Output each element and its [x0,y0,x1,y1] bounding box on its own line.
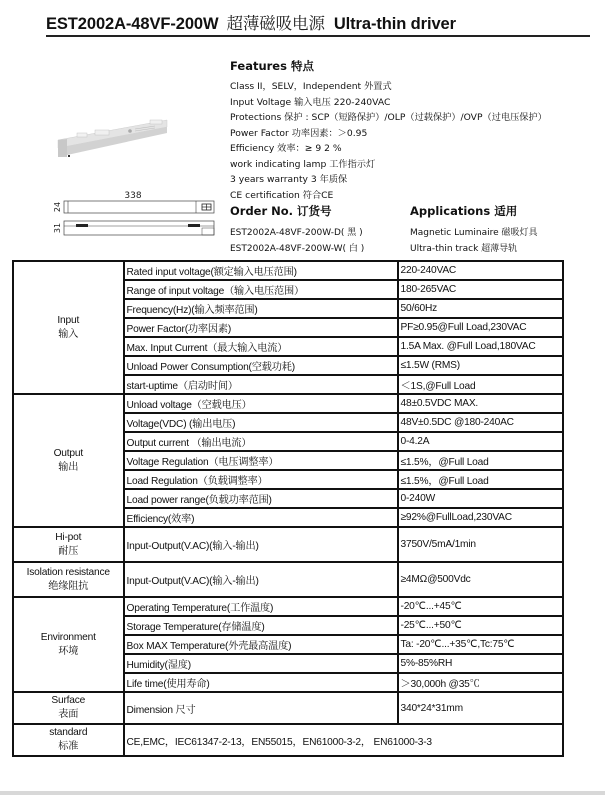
value-cell: -25℃...+50℃ [398,616,563,635]
value-cell: 1.5A Max. @Full Load,180VAC [398,337,563,356]
param-cell: Voltage Regulation（电压调整率） [124,451,398,470]
group-label-cn: 表面 [58,709,79,720]
title-en: Ultra-thin driver [333,15,456,33]
feature-item: Class II，SELV，Independent 外置式 [230,81,392,92]
group-label-cn: 标准 [58,741,79,752]
features-heading: Features 特点 [230,59,314,73]
param-cell: Operating Temperature(工作温度) [124,597,398,616]
group-environment [13,597,124,692]
applications-section [410,203,538,257]
feature-item: Protections 保护 : SCP（短路保护）/OLP（过载保护）/OVP（过电压保护） [230,112,547,123]
applications-heading: Applications 适用 [410,204,518,218]
param-cell: Humidity(湿度) [124,654,398,673]
value-cell: 48V±0.5DC @180-240AC [398,413,563,432]
param-cell: Input-Output(V.AC)(输入-输出) [124,527,398,562]
param-cell: Frequency(Hz)(输入频率范围) [124,299,398,318]
group-label-cn: 输入 [58,328,79,340]
page-bottom-edge [0,791,605,795]
param-cell: Unload voltage（空载电压） [124,394,398,413]
application-item: Ultra-thin track 超薄导轨 [410,244,518,254]
value-cell: 50/60Hz [398,299,563,318]
value-cell: ≤1.5W (RMS) [398,356,563,375]
value-cell: 0-4.2A [398,432,563,451]
group-label-en: Hi-pot [55,531,82,543]
value-cell: -20℃...+45℃ [398,597,563,616]
dimension-length-label: 338 [124,191,142,201]
title-cn: 超薄磁吸电源 [226,15,325,33]
group-label-cn: 输出 [58,461,79,473]
order-heading: Order No. 订货号 [230,204,332,218]
value-cell: 48±0.5VDC MAX. [398,394,563,413]
param-cell: Box MAX Temperature(外壳最高温度) [124,635,398,654]
value-cell: 3750V/5mA/1min [398,527,563,562]
value-cell: ＞30,000h @35℃ [398,673,563,692]
group-label-cn: 耐压 [58,545,79,557]
dimension-drawing [48,188,218,246]
group-label-en: Surface [51,695,86,706]
feature-item: work indicating lamp 工作指示灯 [230,158,376,170]
group-label-en: standard [49,727,88,738]
value-cell: 180-265VAC [398,280,563,299]
spec-table [12,260,564,757]
param-cell: Efficiency(效率) [124,508,398,527]
feature-item: Input Voltage 输入电压 220-240VAC [230,96,391,108]
group-label-en: Environment [40,631,96,643]
page-title [46,10,456,34]
title-divider [46,35,590,37]
param-cell: start-uptime（启动时间） [124,375,398,394]
table-row [13,597,563,616]
value-cell: Ta: -20℃...+35℃,Tc:75℃ [398,635,563,654]
value-cell: ≤1.5%，@Full Load [398,451,563,470]
value-cell: 340*24*31mm [398,692,563,724]
group-isolation [13,562,124,597]
standard-value-cell: CE,EMC，IEC61347-2-13，EN55015，EN61000-3-2， EN61000-3-3 [124,724,563,756]
param-cell: Rated input voltage(额定输入电压范围) [124,261,398,280]
param-cell: Unload Power Consumption(空载功耗) [124,356,398,375]
feature-item: 3 years warranty 3 年质保 [230,174,348,185]
table-row [13,394,563,413]
feature-item: CE certification 符合CE [230,189,334,201]
table-row [13,692,563,724]
group-standard [13,724,124,756]
param-cell: Range of input voltage（输入电压范围） [124,280,398,299]
group-label-cn: 绝缘阻抗 [48,580,89,592]
order-section [230,203,364,257]
table-row [13,562,563,597]
param-cell: Max. Input Current（最大输入电流） [124,337,398,356]
param-cell: Life time(使用寿命) [124,673,398,692]
group-label-en: Output [53,447,83,459]
table-row [13,527,563,562]
order-item: EST2002A-48VF-200W-D( 黑 ) [230,228,363,238]
value-cell: 5%-85%RH [398,654,563,673]
param-cell: Voltage(VDC) (输出电压) [124,413,398,432]
group-output [13,394,124,527]
value-cell: 220-240VAC [398,261,563,280]
value-cell: ≤1.5%，@Full Load [398,470,563,489]
order-item: EST2002A-48VF-200W-W( 白 ) [230,244,365,254]
application-item: Magnetic Luminaire 磁吸灯具 [410,228,538,238]
value-cell: 0-240W [398,489,563,508]
param-cell: Load power range(负载功率范围) [124,489,398,508]
value-cell: PF≥0.95@Full Load,230VAC [398,318,563,337]
param-cell: Input-Output(V.AC)(输入-输出) [124,562,398,597]
value-cell: ≥92%@FullLoad,230VAC [398,508,563,527]
param-cell: Load Regulation（负载调整率） [124,470,398,489]
features-section [230,58,547,203]
dimension-height-label: 31 [53,222,62,234]
param-cell: Dimension 尺寸 [124,692,398,724]
dimension-width-label: 24 [53,201,62,213]
table-row [13,724,563,756]
group-input [13,261,124,394]
group-label-en: Isolation resistance [26,566,110,578]
feature-item: Power Factor 功率因素：＞0.95 [230,127,368,139]
product-photo [55,115,170,160]
model-number: EST2002A-48VF-200W [46,15,219,33]
feature-item: Efficiency 效率：≥ 9 2 % [230,143,342,154]
table-row [13,261,563,280]
param-cell: Output current （输出电流） [124,432,398,451]
group-hipot [13,527,124,562]
group-surface [13,692,124,724]
value-cell: ≥4MΩ@500Vdc [398,562,563,597]
param-cell: Power Factor(功率因素) [124,318,398,337]
group-label-cn: 环境 [58,645,79,657]
group-label-en: Input [57,314,80,326]
param-cell: Storage Temperature(存储温度) [124,616,398,635]
value-cell: ＜1S,@Full Load [398,375,563,394]
